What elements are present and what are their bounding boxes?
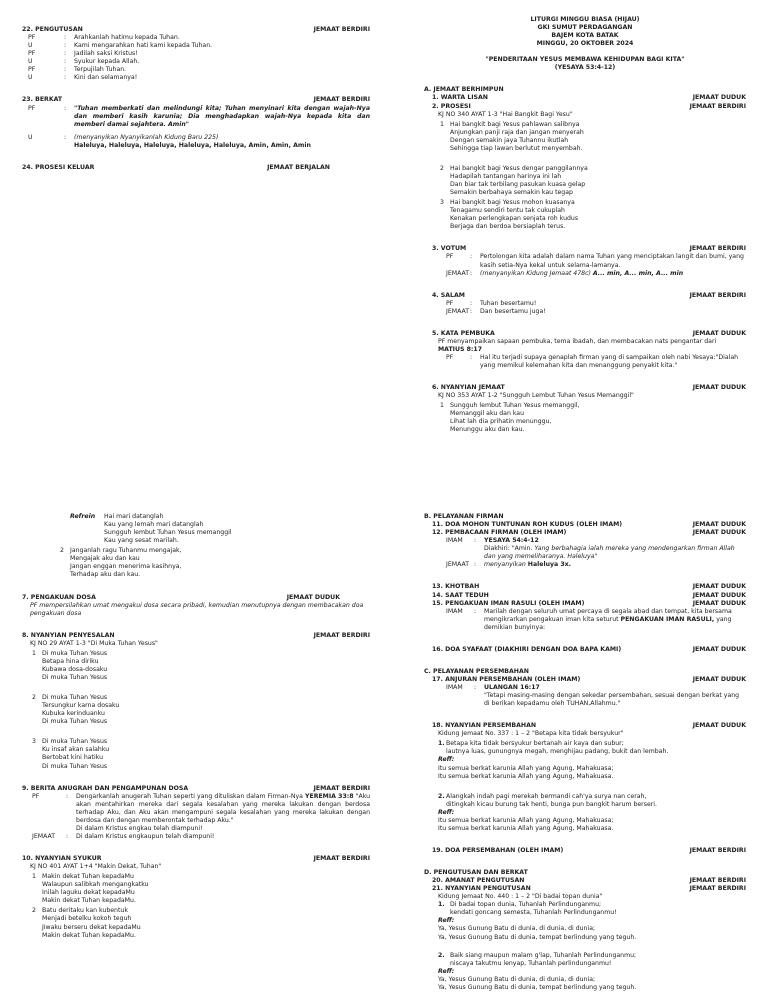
part-a-heading: A. JEMAAT BERHIMPUN <box>424 86 504 94</box>
section-11-heading: 11. DOA MOHON TUNTUNAN ROH KUDUS (OLEH IMAM) JEMAAT DUDUK <box>432 521 746 529</box>
section-10-heading: 10. NYANYIAN SYUKUR JEMAAT BERDIRI <box>22 855 370 862</box>
section-12-heading: 12. PEMBACAAN FIRMAN (OLEH IMAM) JEMAAT DUDUK <box>432 529 746 537</box>
page-bottom-right: B. PELAYANAN FIRMAN 11. DOA MOHON TUNTUNAN ROH KUDUS (OLEH IMAM) JEMAAT DUDUK 12. PEMBACAAN FIRMAN (OLEH IMAM) JEMAAT DUDUK IMAM : YESAYA 54:4-12 Diakhiri: "Amin. Yang berbahagia ialah mereka yang mendengarkan firman Allah dan yang memeliharanya. Haleluya" JEMAAT : menyanyikan Haleluya 3x. 13. KHOTBAH JEMAAT DUDUK 14. SAAT TEDUH JEMAAT DUDUK 15. PENGAKUAN IMAN RASULI (OLEH IMAM) JEMAAT DUDUK IMAM : Marilah dengan seluruh umat percaya di segala abad dan tempat, kita bersama mengikrarkan pengakuan iman kita seturut PENGAKUAN IMAN RASULI, yang demikian bunyinya: 16. DOA SYAFAAT (DIAKHIRI DENGAN DOA BAPA KAMI) JEMAAT DUDUK C. PELAYANAN PERSEMBAHAN 17. ANJURAN PERSEMBAHAN (OLEH IMAM) JEMAAT DUDUK IMAM : ULANGAN 16:17 "Tetapi masing-masing dengan sekedar persembahan, sesuai dengan berkat yang di berikan kepadamu oleh TUHAN,Allahmu." 18. NYANYIAN PERSEMBAHAN JEMAAT DUDUK Kidung Jemaat No. 337 : 1 – 2 "Betapa kita tidak bersyukur" 1. Betapa kita tidak bersyukur bertanah air kaya dan subur; lautnya luas, gunungnya megah, menghijau padang, bukit dan lembah. Reff: Itu semua berkat karunia Allah yang Agung, Mahakuasa; Itu semua berkat karunia Allah yang Agung, Mahakuasa. 2. Alangkah indah pagi merekah bermandi cah'ya surya nan cerah, ditingkah kicau burung tak henti, bunga pun bangkit harum berseri. Reff: Itu semua berkat karunia Allah yang Agung, Mahakuasa; Itu semua berkat karunia Allah yang Agung, Mahakuasa. 19. DOA PERSEMBAHAN (OLEH IMAM) JEMAAT BERDIRI D. PENGUTUSAN DAN BERKAT 20. AMANAT PENGUTUSAN JEMAAT BERDIRI 21. NYANYIAN PENGUTUSAN JEMAAT BERDIRI Kidung Jemaat No. 440 : 1 – 2 "Di badai topan dunia" 1. Di badai topan dunia, Tuhanlah Perlindunganmu; kendati goncang semesta, Tuhanlah Perlindunganmu! Reff: Ya, Yesus Gunung Batu di dunia, di dunia, di dunia; Ya, Yesus Gunung Batu di dunia, tempat berlindung yang teguh. 2. Baik siang maupun malam g'lap, Tuhanlah Perlindunganmu; niscaya takutmu lenyap, Tuhanlah perlindunganmu! Reff: Ya, Yesus Gunung Batu di dunia, di dunia, di dunia; Ya, Yesus Gunung Batu di dunia, tempat berlindung yang teguh. <box>424 513 746 991</box>
hymn-29-verse-2: 2 Di muka Tuhan Yesus Tersungkur karna dosaku Kubuka kerinduanku Di muka Tuhan Yesus <box>32 694 120 726</box>
section-22-heading: 22. PENGUTUSAN JEMAAT BERDIRI <box>22 26 370 33</box>
section-6-heading: 6. NYANYIAN JEMAAT JEMAAT DUDUK <box>432 384 746 392</box>
hymn-401-verse-2: 2 Batu deritaku kan kubentuk Menjadi betelku kokoh teguh Jiwaku berseru dekat kepadaMu Makin dekat Tuhan kepadaMu. <box>32 907 141 939</box>
section-3-heading: 3. VOTUM JEMAAT BERDIRI <box>432 245 746 253</box>
section-16-heading: 16. DOA SYAFAAT (DIAKHIRI DENGAN DOA BAPA KAMI) JEMAAT DUDUK <box>432 645 746 653</box>
hymn-353-verse-2: 2 Janganlah ragu Tuhanmu mengajak, Mengajak aku dan kau Jangan enggan menerima kasihnya, Terhadap aku dan kau. <box>60 547 182 579</box>
section-17-heading: 17. ANJURAN PERSEMBAHAN (OLEH IMAM) JEMAAT DUDUK <box>432 675 746 683</box>
liturgy-theme: "PENDERITAAN YESUS MEMBAWA KEHIDUPAN BAGI KITA" (YESAYA 53:4-12) <box>485 56 685 72</box>
section-18-heading: 18. NYANYIAN PERSEMBAHAN JEMAAT DUDUK <box>432 722 746 730</box>
section-23-heading: 23. BERKAT JEMAAT BERDIRI <box>22 96 370 104</box>
hymn-verse-1: 1 Hai bangkit bagi Yesus pahlawan salibnya Anjungkan panji raja dan jangan menyerah Dengan semakin jaya Tuhannu ikutlah Sehingga tiap lawan berlutut menyembah. <box>440 120 584 152</box>
section-23-u: U : (menyanyikan Nyanyikanlah Kidung Baru 225) Haleluya, Haleluya, Haleluya, Haleluya, Haleluya, Amin, Amin, Amin <box>28 133 311 149</box>
hymn-reference: KJ NO 340 AYAT 1-3 "Hai Bangkit Bagi Yesu" <box>438 110 573 118</box>
hymn-29-verse-1: 1 Di muka Tuhan Yesus Betapa hina diriku Kubawa dosa-dosaku Di muka Tuhan Yesus <box>32 649 108 681</box>
section-4-heading: 4. SALAM JEMAAT BERDIRI <box>432 291 746 299</box>
hymn-29-verse-3: 3 Di muka Tuhan Yesus Ku insaf akan salahku Bertobat kini hatiku Di muka Tuhan Yesus <box>32 738 110 770</box>
section-8-heading: 8. NYANYIAN PENYESALAN JEMAAT BERDIRI <box>22 631 370 639</box>
section-1-heading: 1. WARTA LISAN JEMAAT DUDUK <box>432 94 746 102</box>
hymn-401-verse-1: 1 Makin dekat Tuhan kepadaMu Walaupun salibkah mengangkatku Inilah laguku dekat kepadaMu Makin dekat Tuhan kepadaMu. <box>32 873 149 905</box>
section-20-heading: 20. AMANAT PENGUTUSAN JEMAAT BERDIRI <box>432 877 746 885</box>
section-2-heading: 2. PROSESI JEMAAT BERDIRI <box>432 102 746 110</box>
refrein: Refrein Hai mari datanglah Kau yang lemah mari datanglah Sungguh lembut Tuhan Yesus memanggil Kau yang sesat marilah. <box>70 513 232 545</box>
section-15-heading: 15. PENGAKUAN IMAN RASULI (OLEH IMAM) JEMAAT DUDUK <box>432 599 746 607</box>
section-5-heading: 5. KATA PEMBUKA JEMAAT DUDUK <box>432 329 746 337</box>
section-21-heading: 21. NYANYIAN PENGUTUSAN JEMAAT BERDIRI <box>432 885 746 893</box>
page-bottom-left: Refrein Hai mari datanglah Kau yang lemah mari datanglah Sungguh lembut Tuhan Yesus memanggil Kau yang sesat marilah. 2 Janganlah ragu Tuhanmu mengajak, Mengajak aku dan kau Jangan enggan menerima kasihnya, Terhadap aku dan kau. 7. PENGAKUAN DOSA JEMAAT DUDUK PF mempersilahkan umat mengakui dosa secara pribadi, kemudian menutupnya dengan membacakan doa pengakuan dosa 8. NYANYIAN PENYESALAN JEMAAT BERDIRI KJ NO 29 AYAT 1-3 "Di Muka Tuhan Yesus" 1 Di muka Tuhan Yesus Betapa hina diriku Kubawa dosa-dosaku Di muka Tuhan Yesus 2 Di muka Tuhan Yesus Tersungkur karna dosaku Kubuka kerinduanku Di muka Tuhan Yesus 3 Di muka Tuhan Yesus Ku insaf akan salahku Bertobat kini hatiku Di muka Tuhan Yesus 9. BERITA ANUGRAH DAN PENGAMPUNAN DOSA JEMAAT BERDIRI PF : Dengarkanlah anugerah Tuhan seperti yang dituliskan dalam Firman-Nya YEREMIA 33:8 "Aku akan mentahirkan mereka dari segala kesalahan yang mereka lakukan dengan berdosa terhadap Aku, dan Aku akan mengampuni segala kesalahan yang mereka lakukan dengan berdosa dan dengan memberontak terhadap Aku." Di dalam Kristus engkau telah diampuni! JEMAAT : Di dalam Kristus engkaupun telah diampuni! 10. NYANYIAN SYUKUR JEMAAT BERDIRI KJ NO 401 AYAT 1+4 "Makin Dekat, Tuhan" 1 Makin dekat Tuhan kepadaMu Walaupun salibkah mengangkatku Inilah laguku dekat kepadaMu Makin dekat Tuhan kepadaMu. 2 Batu deritaku kan kubentuk Menjadi betelku kokoh teguh Jiwaku berseru dekat kepadaMu Makin dekat Tuhan kepadaMu. <box>22 513 371 939</box>
part-c-heading: C. PELAYANAN PERSEMBAHAN <box>424 667 529 675</box>
page-top-left <box>0 0 384 497</box>
section-9-heading: 9. BERITA ANUGRAH DAN PENGAMPUNAN DOSA JEMAAT BERDIRI <box>22 784 370 792</box>
section-23-pf: PF : "Tuhan memberkati dan melindungi kita; Tuhan menyinari kita dengan wajah-Nya dan memberi kasih karunia; Dia menghadapkan wajah-Nya kepada kita dan memberi damai sejahtera. Amin" <box>28 104 370 128</box>
liturgy-header: LITURGI MINGGU BIASA (HIJAU) GKI SUMUT PERDAGANGAN BAJEM KOTA BATAK MINGGU, 20 OKTOBER 2024 <box>530 16 640 48</box>
part-b-heading: B. PELAYANAN FIRMAN <box>424 513 504 520</box>
section-14-heading: 14. SAAT TEDUH JEMAAT DUDUK <box>432 591 746 599</box>
hymn-verse-3: 3 Hai bangkit bagi Yesus mohon kuasanya Tenagamu sendiri tentu tak cukuplah Kenakan perlengkapan senjata roh kudus Berjaga dan berdoa bersiaplah terus. <box>440 199 579 231</box>
hymn-verse-2: 2 Hai bangkit bagi Yesus dengar panggilannya Hadapilah tantangan harinya ini lah Dan biar tak terbilang pasukan kuasa gelap Semakin berbahaya semakin kau tegap <box>440 164 588 197</box>
part-d-heading: D. PENGUTUSAN DAN BERKAT <box>424 869 528 876</box>
section-13-heading: 13. KHOTBAH JEMAAT DUDUK <box>432 583 746 591</box>
hymn-353-verse-1: 1 Sungguh lembut Tuhan Yesus memanggil, Memanggil aku dan kau Lihat lah dia prihatin menunggu, Menunggu aku dan kau. <box>440 402 580 434</box>
section-7-heading: 7. PENGAKUAN DOSA JEMAAT DUDUK <box>22 593 340 601</box>
section-24-heading: 24. PROSESI KELUAR JEMAAT BERJALAN <box>22 163 330 171</box>
section-22-responses: PF : Arahkanlah hatimu kepada Tuhan. U : Kami mengarahkan hati kami kepada Tuhan. PF : Jadilah saksi Kristus! U : Syukur kepada Allah. PF : Terpujilah Tuhan. U : Kini dan selamanya! <box>28 34 213 82</box>
page-top-right: LITURGI MINGGU BIASA (HIJAU) GKI SUMUT PERDAGANGAN BAJEM KOTA BATAK MINGGU, 20 OKTOBER 2024 "PENDERITAAN YESUS MEMBAWA KEHIDUPAN BAGI KITA" (YESAYA 53:4-12) A. JEMAAT BERHIMPUN 1. WARTA LISAN JEMAAT DUDUK 2. PROSESI JEMAAT BERDIRI KJ NO 340 AYAT 1-3 "Hai Bangkit Bagi Yesu" 1 Hai bangkit bagi Yesus pahlawan salibnya Anjungkan panji raja dan jangan menyerah Dengan semakin jaya Tuhannu ikutlah Sehingga tiap lawan berlutut menyembah. 2 Hai bangkit bagi Yesus dengar panggilannya Hadapilah tantangan harinya ini lah Dan biar tak terbilang pasukan kuasa gelap Semakin berbahaya semakin kau tegap 3 Hai bangkit bagi Yesus mohon kuasanya Tenagamu sendiri tentu tak cukuplah Kenakan perlengkapan senjata roh kudus Berjaga dan berdoa bersiaplah terus. 3. VOTUM JEMAAT BERDIRI PF : Pertolongan kita adalah dalam nama Tuhan yang menciptakan langit dan bumi, yang kasih setia-Nya kekal untuk selama-lamanya. JEMAAT : (menyanyikan Kidung Jemaat 478c) A... min, A... min, A... min 4. SALAM JEMAAT BERDIRI PF : Tuhan besertamu! JEMAAT : Dan besertamu juga! 5. KATA PEMBUKA JEMAAT DUDUK PF menyampaikan sapaan pembuka, tema ibadah, dan membacakan nats pengantar dari MATIUS 8:17 PF : Hal itu terjadi supaya genaplah firman yang di sampaikan oleh nabi Yesaya:"Dialah yang memikul kelemahan kita dan menanggung penyakit kita." 6. NYANYIAN JEMAAT JEMAAT DUDUK KJ NO 353 AYAT 1-2 "Sungguh Lembut Tuhan Yesus Memanggil" 1 Sungguh lembut Tuhan Yesus memanggil, Memanggil aku dan kau Lihat lah dia prihatin menunggu, Menunggu aku dan kau. <box>424 16 746 434</box>
section-19-heading: 19. DOA PERSEMBAHAN (OLEH IMAM) JEMAAT BERDIRI <box>432 846 746 854</box>
